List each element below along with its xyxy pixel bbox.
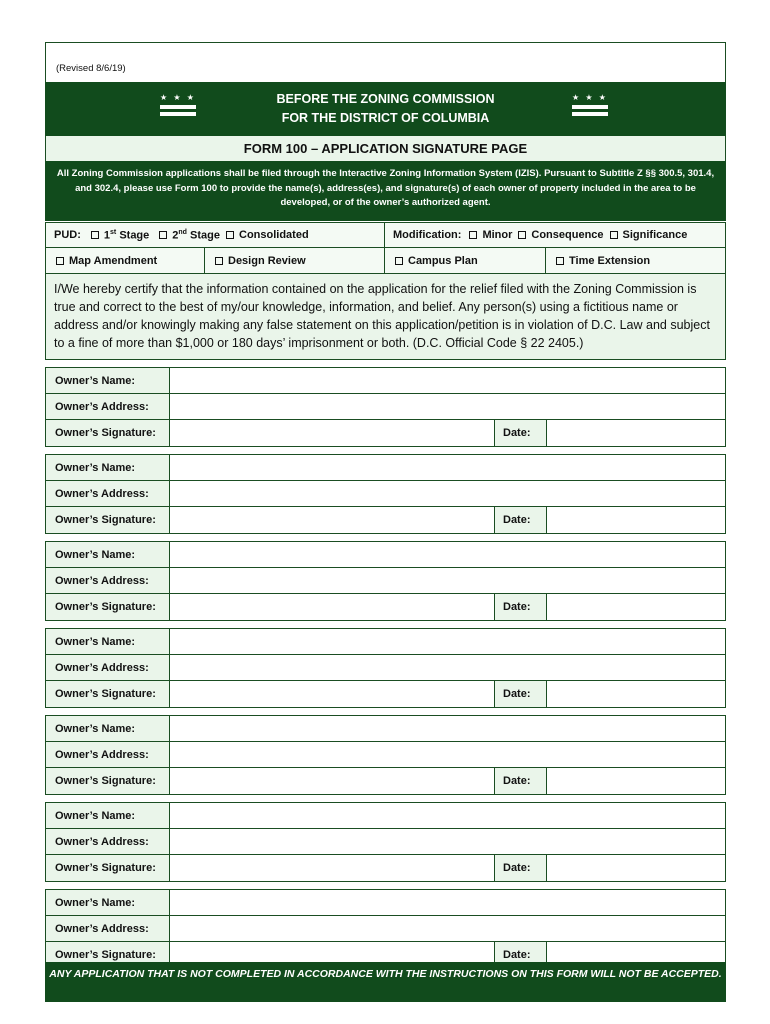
pud-stage2-label: 2nd Stage bbox=[172, 228, 220, 242]
date-field[interactable] bbox=[547, 594, 725, 620]
owner-name-field[interactable] bbox=[170, 890, 725, 915]
owner-signature-label: Owner’s Signature: bbox=[46, 594, 170, 620]
date-label: Date: bbox=[495, 942, 547, 968]
checkbox-pud-stage1[interactable] bbox=[91, 231, 99, 239]
owner-signature-field[interactable] bbox=[170, 681, 495, 707]
date-label: Date: bbox=[495, 681, 547, 707]
consequence-label: Consequence bbox=[531, 229, 604, 241]
owner-address-field[interactable] bbox=[170, 655, 725, 680]
pud-options bbox=[46, 223, 385, 247]
owner-block bbox=[45, 454, 726, 534]
checkbox-minor[interactable] bbox=[469, 231, 477, 239]
owner-name-label: Owner’s Name: bbox=[46, 455, 170, 480]
dc-flag-icon: ★ ★ ★ bbox=[572, 94, 608, 118]
owner-address-field[interactable] bbox=[170, 394, 725, 419]
owner-signature-field[interactable] bbox=[170, 768, 495, 794]
date-field[interactable] bbox=[547, 855, 725, 881]
owner-signature-field[interactable] bbox=[170, 507, 495, 533]
owner-name-label: Owner’s Name: bbox=[46, 542, 170, 567]
owner-block bbox=[45, 889, 726, 969]
owner-address-label: Owner’s Address: bbox=[46, 829, 170, 854]
checkbox-pud-consolidated[interactable] bbox=[226, 231, 234, 239]
intro-instructions: All Zoning Commission applications shall be filed through the Interactive Zoning Information System (IZIS). Pursuant to Subtitle Z §§ 300.5, 301.4, and 302.4, please use Form 100 to provide the name(s), address(es), and signature(s) of each owner of property included in the area to be developed, or of the owner’s authorized agent. bbox=[45, 161, 726, 221]
type-time-extension: Time Extension bbox=[546, 248, 725, 273]
owner-name-field[interactable] bbox=[170, 803, 725, 828]
owner-address-label: Owner’s Address: bbox=[46, 568, 170, 593]
owner-block bbox=[45, 541, 726, 621]
header-line-1: BEFORE THE ZONING COMMISSION bbox=[276, 92, 495, 106]
checkbox-campus-plan[interactable] bbox=[395, 257, 403, 265]
owner-name-label: Owner’s Name: bbox=[46, 716, 170, 741]
significance-label: Significance bbox=[622, 229, 688, 241]
date-label: Date: bbox=[495, 420, 547, 446]
owner-block bbox=[45, 367, 726, 447]
owner-address-label: Owner’s Address: bbox=[46, 481, 170, 506]
certification-statement: I/We hereby certify that the information contained on the application for the relief filed with the Zoning Commission is true and correct to the best of my/our knowledge, information, and belief. Any person(s) using a fictitious name or address and/or knowingly making any false statement on this application/petition is in violation of D.C. Law and subject to a fine of more than $1,000 or 180 days’ imprisonment or both. (D.C. Official Code § 22 2405.) bbox=[45, 274, 726, 360]
owner-signature-field[interactable] bbox=[170, 594, 495, 620]
dc-flag-icon: ★ ★ ★ bbox=[160, 94, 196, 118]
date-label: Date: bbox=[495, 855, 547, 881]
owner-block bbox=[45, 715, 726, 795]
owner-block bbox=[45, 802, 726, 882]
owner-signature-field[interactable] bbox=[170, 855, 495, 881]
owner-signature-label: Owner’s Signature: bbox=[46, 942, 170, 968]
owner-signature-label: Owner’s Signature: bbox=[46, 681, 170, 707]
owner-name-field[interactable] bbox=[170, 455, 725, 480]
checkbox-consequence[interactable] bbox=[518, 231, 526, 239]
pud-consolidated-label: Consolidated bbox=[239, 229, 309, 241]
revised-date: (Revised 8/6/19) bbox=[45, 42, 726, 82]
date-field[interactable] bbox=[547, 768, 725, 794]
owner-address-field[interactable] bbox=[170, 829, 725, 854]
date-field[interactable] bbox=[547, 420, 725, 446]
form-page bbox=[45, 42, 726, 969]
header-line-2: FOR THE DISTRICT OF COLUMBIA bbox=[281, 111, 490, 125]
minor-label: Minor bbox=[482, 229, 513, 241]
owner-name-field[interactable] bbox=[170, 368, 725, 393]
modification-label: Modification: bbox=[393, 229, 462, 241]
owner-name-label: Owner’s Name: bbox=[46, 368, 170, 393]
owner-signature-label: Owner’s Signature: bbox=[46, 507, 170, 533]
type-design-review: Design Review bbox=[205, 248, 385, 273]
footer-warning: ANY APPLICATION THAT IS NOT COMPLETED IN ACCORDANCE WITH THE INSTRUCTIONS ON THIS FORM WILL NOT BE ACCEPTED. bbox=[45, 962, 726, 1002]
owner-name-label: Owner’s Name: bbox=[46, 890, 170, 915]
date-field[interactable] bbox=[547, 507, 725, 533]
owner-address-label: Owner’s Address: bbox=[46, 742, 170, 767]
date-label: Date: bbox=[495, 594, 547, 620]
modification-options bbox=[385, 223, 725, 247]
checkbox-design-review[interactable] bbox=[215, 257, 223, 265]
owner-address-label: Owner’s Address: bbox=[46, 655, 170, 680]
owner-address-label: Owner’s Address: bbox=[46, 394, 170, 419]
owner-name-field[interactable] bbox=[170, 716, 725, 741]
owner-blocks bbox=[45, 367, 726, 969]
owner-signature-field[interactable] bbox=[170, 420, 495, 446]
type-campus-plan: Campus Plan bbox=[385, 248, 546, 273]
checkbox-map-amendment[interactable] bbox=[56, 257, 64, 265]
owner-signature-label: Owner’s Signature: bbox=[46, 768, 170, 794]
owner-address-field[interactable] bbox=[170, 916, 725, 941]
owner-name-label: Owner’s Name: bbox=[46, 629, 170, 654]
owner-block bbox=[45, 628, 726, 708]
owner-name-field[interactable] bbox=[170, 629, 725, 654]
form-title: FORM 100 – APPLICATION SIGNATURE PAGE bbox=[45, 136, 726, 161]
owner-address-label: Owner’s Address: bbox=[46, 916, 170, 941]
pud-stage1-label: 1st Stage bbox=[103, 228, 150, 242]
owner-address-field[interactable] bbox=[170, 568, 725, 593]
owner-signature-label: Owner’s Signature: bbox=[46, 855, 170, 881]
owner-name-field[interactable] bbox=[170, 542, 725, 567]
date-label: Date: bbox=[495, 768, 547, 794]
owner-address-field[interactable] bbox=[170, 481, 725, 506]
date-label: Date: bbox=[495, 507, 547, 533]
application-type-row bbox=[45, 222, 726, 248]
owner-address-field[interactable] bbox=[170, 742, 725, 767]
checkbox-significance[interactable] bbox=[610, 231, 618, 239]
form-header bbox=[45, 82, 726, 161]
type-map-amendment: Map Amendment bbox=[46, 248, 205, 273]
checkbox-time-extension[interactable] bbox=[556, 257, 564, 265]
pud-label: PUD: bbox=[54, 229, 81, 241]
checkbox-pud-stage2[interactable] bbox=[159, 231, 167, 239]
date-field[interactable] bbox=[547, 681, 725, 707]
other-types-row bbox=[45, 248, 726, 274]
owner-signature-label: Owner’s Signature: bbox=[46, 420, 170, 446]
owner-name-label: Owner’s Name: bbox=[46, 803, 170, 828]
